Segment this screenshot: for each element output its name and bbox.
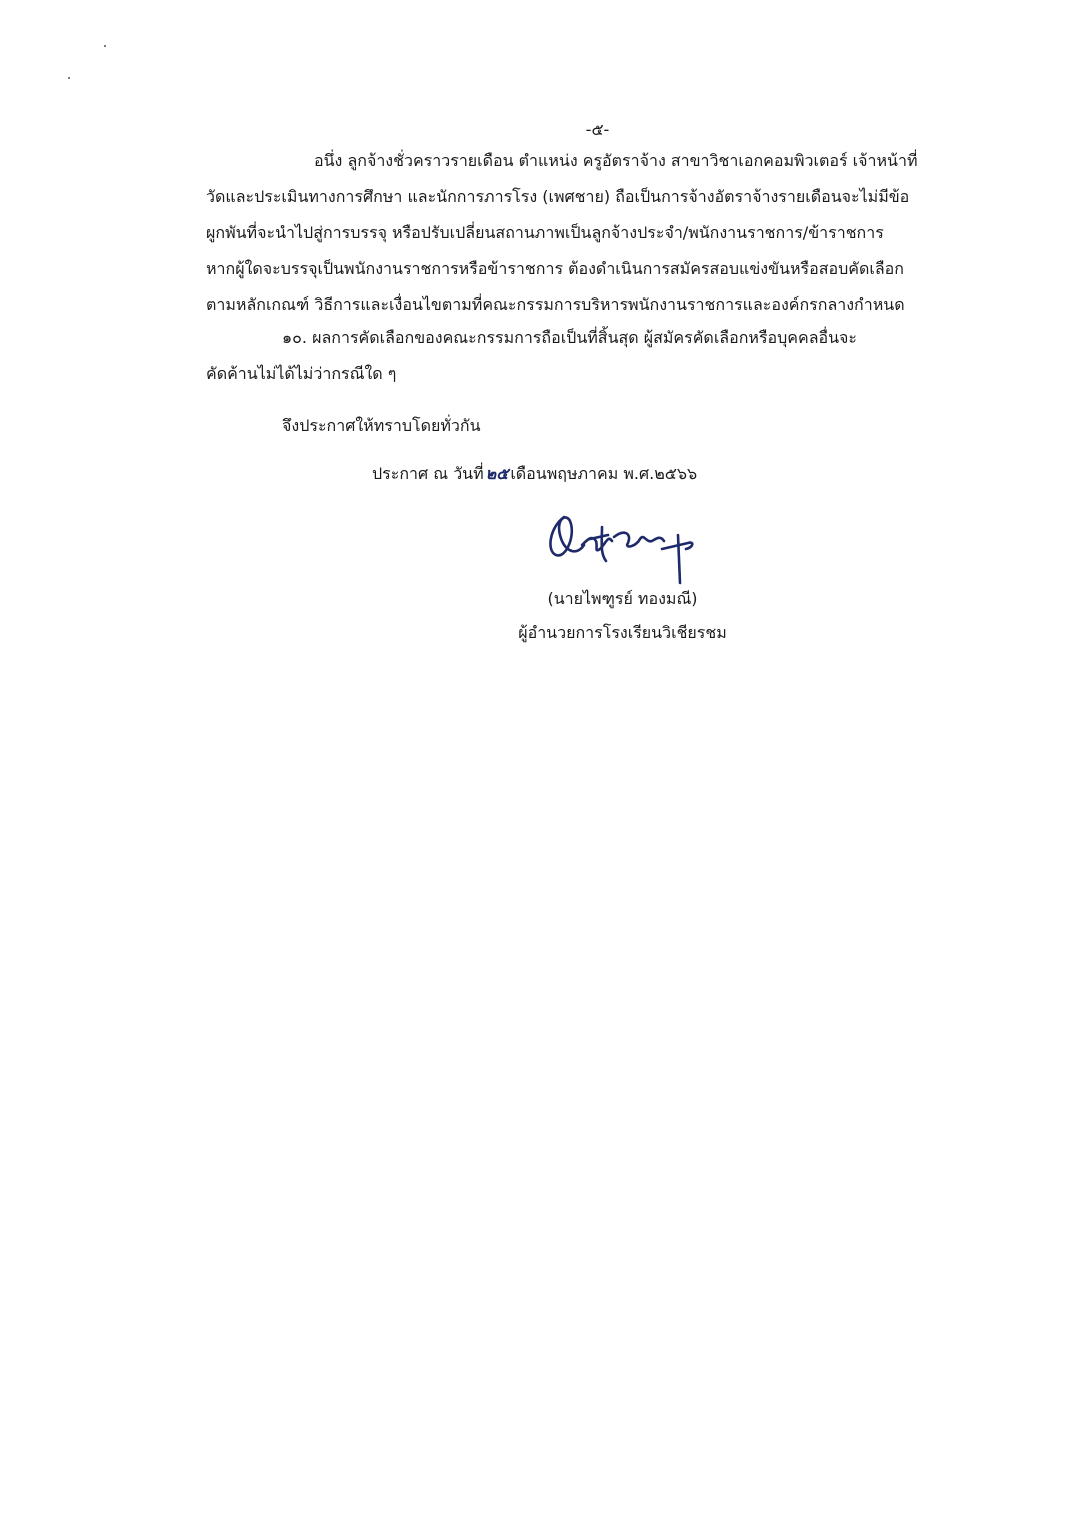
page-number: -๕- bbox=[585, 120, 610, 139]
paragraph-line: ผูกพันที่จะนำไปสู่การบรรจุ หรือปรับเปลี่ยนสถานภาพเป็นลูกจ้างประจำ/พนักงานราชการ/ข้าราชการ bbox=[206, 223, 884, 242]
paragraph-employment-terms bbox=[206, 143, 981, 323]
paragraph-line: วัดและประเมินทางการศึกษา และนักการภารโรง (เพศชาย) ถือเป็นการจ้างอัตราจ้างรายเดือนจะไม่มีข้อ bbox=[206, 187, 910, 206]
announcement-date-suffix: เดือนพฤษภาคม พ.ศ.๒๕๖๖ bbox=[510, 464, 698, 483]
signature-image bbox=[536, 505, 706, 591]
announcement-date bbox=[372, 456, 697, 492]
handwritten-day: ๒๕ bbox=[485, 464, 509, 483]
paragraph-line: หากผู้ใดจะบรรจุเป็นพนักงานราชการหรือข้าราชการ ต้องดำเนินการสมัครสอบแข่งขันหรือสอบคัดเลือก bbox=[206, 259, 904, 278]
paragraph-selection-final bbox=[206, 320, 981, 392]
scan-speck bbox=[104, 45, 106, 47]
signer-position: ผู้อำนวยการโรงเรียนวิเชียรชม bbox=[518, 623, 727, 642]
closing-statement: จึงประกาศให้ทราบโดยทั่วกัน bbox=[282, 416, 481, 435]
paragraph-line: คัดค้านไม่ได้ไม่ว่ากรณีใด ๆ bbox=[206, 364, 397, 383]
scan-speck bbox=[68, 77, 70, 79]
paragraph-line: อนึ่ง ลูกจ้างชั่วคราวรายเดือน ตำแหน่ง ครูอัตราจ้าง สาขาวิชาเอกคอมพิวเตอร์ เจ้าหน้าที่ bbox=[314, 151, 918, 170]
announcement-date-prefix: ประกาศ ณ วันที่ bbox=[372, 464, 484, 483]
paragraph-line: ตามหลักเกณฑ์ วิธีการและเงื่อนไขตามที่คณะกรรมการบริหารพนักงานราชการและองค์กรกลางกำหนด bbox=[206, 295, 905, 314]
paragraph-line: ๑๐. ผลการคัดเลือกของคณะกรรมการถือเป็นที่สิ้นสุด ผู้สมัครคัดเลือกหรือบุคคลอื่นจะ bbox=[282, 328, 858, 347]
signer-name: (นายไพฑูรย์ ทองมณี) bbox=[547, 589, 698, 608]
